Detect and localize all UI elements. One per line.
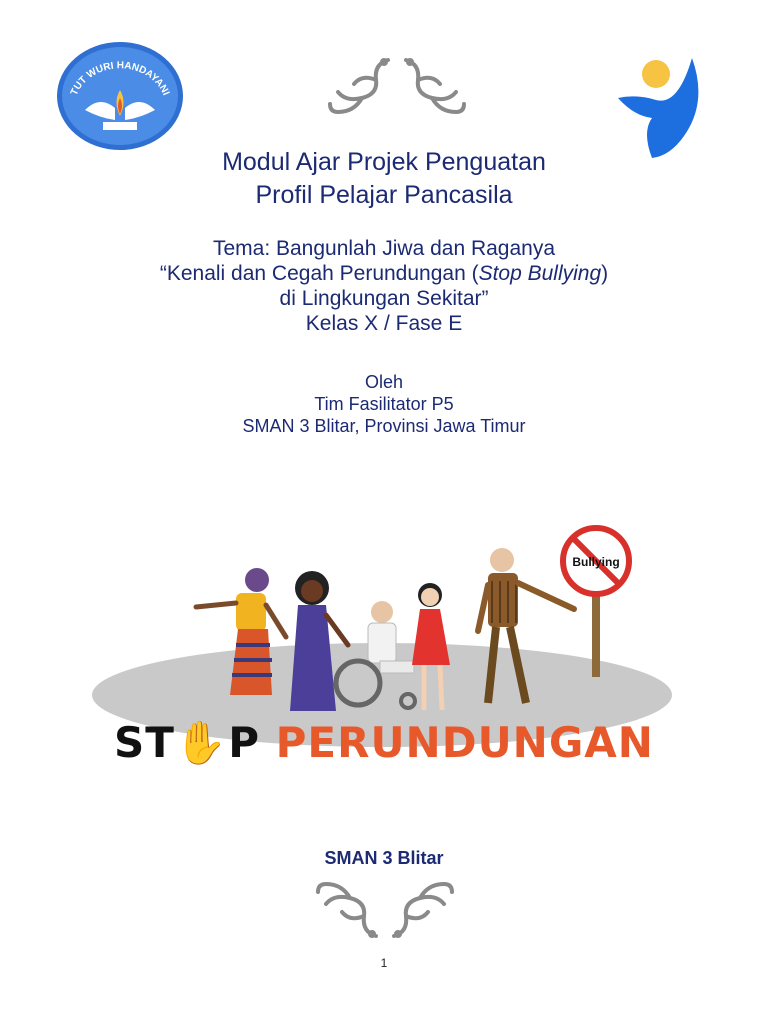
merdeka-belajar-logo: [612, 52, 708, 160]
bottom-ornament: [312, 876, 458, 942]
document-title: [0, 146, 768, 212]
byline-line-2: Tim Fasilitator P5: [314, 394, 454, 414]
byline-block: [0, 371, 768, 437]
theme-line-2-suffix: ): [601, 262, 609, 285]
logo-motto-text: TUT WURI HANDAYANI: [68, 60, 172, 98]
tut-wuri-handayani-logo: [55, 40, 185, 152]
theme-block: [0, 236, 768, 336]
theme-line-3: di Lingkungan Sekitar”: [279, 287, 489, 310]
footer-school-name: SMAN 3 Blitar: [324, 848, 444, 868]
title-line-1: Modul Ajar Projek Penguatan: [222, 148, 546, 176]
stop-perundungan-banner: [0, 718, 768, 768]
title-line-2: Profil Pelajar Pancasila: [255, 181, 513, 209]
banner-part-st: ST: [114, 718, 175, 767]
byline-line-3: SMAN 3 Blitar, Provinsi Jawa Timur: [242, 416, 526, 436]
theme-line-2-prefix: “Kenali dan Cegah Perundungan (: [159, 262, 479, 285]
theme-line-4: Kelas X / Fase E: [305, 312, 463, 335]
page-number: 1: [380, 956, 388, 970]
sign-text: Bullying: [572, 555, 620, 569]
theme-line-2-italic: Stop Bullying: [478, 262, 602, 285]
byline-line-1: Oleh: [364, 372, 404, 392]
banner-part-p: P: [228, 718, 261, 767]
hand-icon: ✋: [174, 718, 229, 767]
theme-line-2: [0, 261, 768, 286]
banner-part-perundungan: PERUNDUNGAN: [275, 718, 654, 767]
top-ornament: [324, 54, 470, 120]
theme-line-1: Tema: Bangunlah Jiwa dan Raganya: [212, 237, 556, 260]
